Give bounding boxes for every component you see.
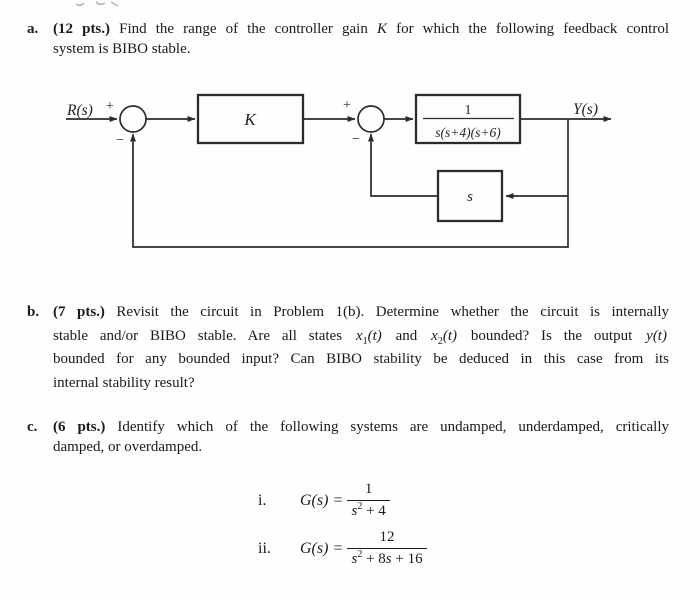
equation-ii-fraction [347, 529, 426, 568]
derivative-block-label: s [467, 189, 473, 205]
feedback-control-block-diagram [0, 85, 700, 265]
cropped-text-artifact [0, 0, 130, 10]
equation-ii-equals: = [333, 539, 343, 557]
input-signal-label: R(s) [67, 102, 93, 119]
state-x1-symbol: $x_1(t)$ [355, 327, 382, 347]
plant-denominator: s(s+4)(s+6) [435, 125, 501, 140]
equation-ii-numerator: 12 [347, 529, 426, 549]
equation-ii-denominator: $s^2 + 8s + 16$ [351, 549, 423, 567]
problem-b-points: (7 pts.) [53, 304, 105, 320]
equation-i-denominator: $s^2 + 4$ [351, 501, 386, 519]
equation-i-lhs: G(s) [300, 491, 329, 509]
state-x2-symbol: $x_2(t)$ [431, 327, 457, 347]
gain-symbol-K: K [376, 21, 387, 37]
output-y-symbol: y(t) [646, 327, 667, 344]
problem-b-line1: (7 pts.) Revisit the circuit in Problem 1(b). Determine whether the circuit is internally [53, 304, 669, 320]
plant-numerator: 1 [464, 102, 472, 117]
problem-a-label: a. [27, 21, 39, 37]
equation-i-fraction [347, 481, 389, 520]
equation-ii [258, 529, 427, 568]
problem-c-line2: damped, or overdamped. [53, 439, 203, 455]
equation-i-numerator: 1 [347, 481, 389, 501]
equation-i-index: i. [258, 491, 267, 509]
sum2-plus-sign: + [343, 98, 351, 113]
problem-a [27, 19, 669, 59]
problem-c [27, 417, 669, 457]
problem-b-label: b. [27, 304, 40, 320]
controller-gain-label: K [244, 110, 256, 129]
problem-b [27, 301, 669, 395]
problem-a-points: (12 pts.) [53, 21, 111, 37]
equation-ii-lhs: G(s) [300, 539, 329, 557]
problem-a-line1: (12 pts.) Find the range of the controller gain K for which the following feedback control [53, 21, 669, 37]
problem-c-label: c. [27, 419, 38, 435]
problem-b-line3: bounded for any bounded input? Can BIBO stability be deduced in this case from its [53, 351, 669, 367]
sum1-minus-sign: − [116, 133, 124, 148]
problem-b-line4: internal stability result? [53, 374, 195, 391]
equation-i-equals: = [333, 491, 343, 509]
problem-b-line2: stable and/or BIBO stable. Are all states $x_1(t)$ and $x_2(t)$ bounded? Is the output y(t) [53, 327, 667, 347]
problem-a-line2: system is BIBO stable. [53, 41, 191, 57]
sum2-minus-sign: − [352, 132, 360, 147]
output-signal-label: Y(s) [573, 101, 598, 118]
sum1-plus-sign: + [106, 99, 114, 114]
problem-c-points: (6 pts.) [53, 419, 106, 435]
summing-junction-1 [120, 106, 146, 132]
equation-i [258, 481, 390, 520]
equation-ii-index: ii. [258, 539, 271, 557]
problem-c-line1: (6 pts.) Identify which of the following systems are undamped, underdamped, critically [53, 419, 669, 435]
summing-junction-2 [358, 106, 384, 132]
